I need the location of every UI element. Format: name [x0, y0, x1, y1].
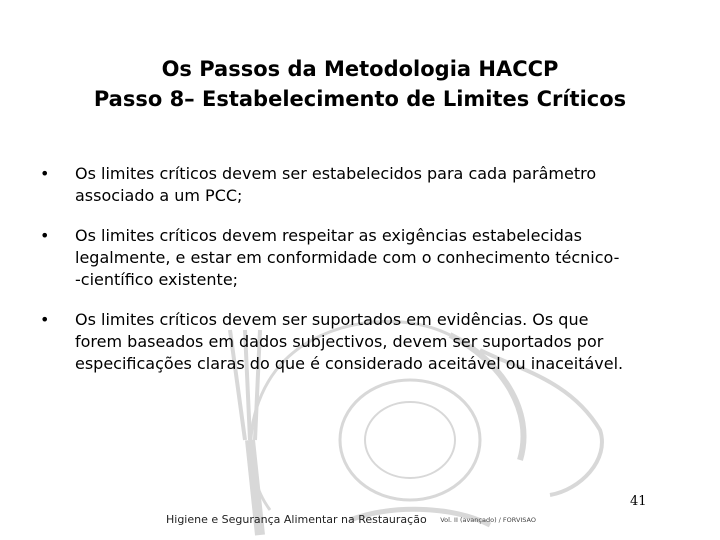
- bullet-item: [40, 163, 700, 207]
- bullet-text-line: forem baseados em dados subjectivos, devem ser suportados por: [75, 332, 604, 351]
- bullet-marker: •: [40, 226, 50, 245]
- bullet-text-line: associado a um PCC;: [75, 186, 243, 205]
- title-line-2: Passo 8– Estabelecimento de Limites Críticos: [93, 87, 627, 111]
- title-line-1: Os Passos da Metodologia HACCP: [161, 57, 559, 81]
- bullet-text-line: especificações claras do que é considerado aceitável ou inaceitável.: [75, 354, 624, 373]
- slide-title: [0, 54, 720, 114]
- bullet-text-line: Os limites críticos devem ser suportados em evidências. Os que: [75, 310, 589, 329]
- bullet-text-line: -científico existente;: [75, 270, 239, 289]
- footer-text: Higiene e Segurança Alimentar na Restauração: [166, 513, 427, 526]
- bullet-text-line: legalmente, e estar em conformidade com o conhecimento técnico-: [75, 248, 620, 267]
- bullet-marker: •: [40, 164, 50, 183]
- footer-small-text: Vol. II (avançado) / FORVISAO: [440, 516, 537, 524]
- bullet-text-line: Os limites críticos devem ser estabelecidos para cada parâmetro: [75, 164, 597, 183]
- bullet-item: [40, 225, 700, 291]
- bullet-text-line: Os limites críticos devem respeitar as exigências estabelecidas: [75, 226, 582, 245]
- page-number: 41: [630, 494, 647, 509]
- bullet-marker: •: [40, 310, 50, 329]
- bullet-item: [40, 309, 700, 375]
- footer: [166, 513, 536, 526]
- bullet-list: [40, 163, 700, 393]
